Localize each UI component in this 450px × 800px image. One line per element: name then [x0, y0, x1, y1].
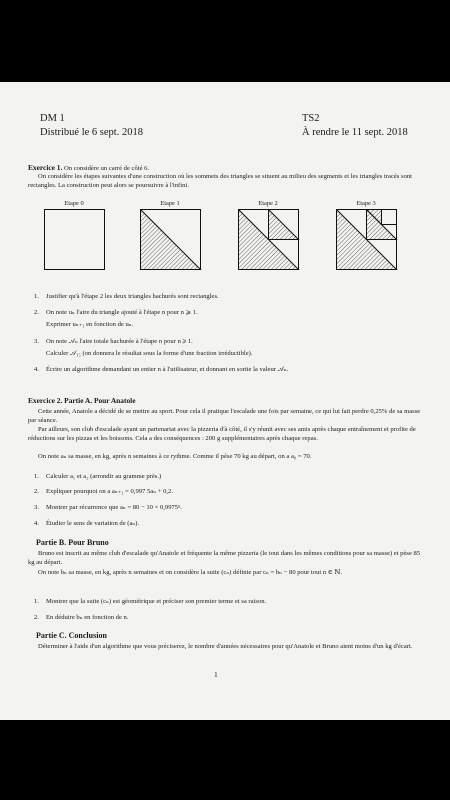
partB-q2	[34, 613, 129, 622]
partC-title: Partie C. Conclusion	[36, 631, 107, 640]
ex1-title: Exercice 1.	[28, 163, 63, 172]
ex1-q1-number: 1.	[34, 293, 39, 300]
ex1-q2	[34, 308, 198, 317]
partC-paragraph: Déterminer à l'aide d'un algorithme que vous préciserez, le nombre d'années nécessaires pour qu'Anatole et Bruno aient moins d'un kg d'écart.	[38, 643, 413, 650]
ex2-q4	[34, 519, 139, 528]
stage-1-figure	[140, 209, 202, 271]
partB-q2-number: 2.	[34, 614, 39, 621]
partB-paragraph-1: Bruno est inscrit au même club d'escalade qu'Anatole et fréquente la même pizzeria (le tout dans les mêmes conditions pour sa masse) et pèse 85 kg au départ.	[28, 550, 421, 567]
page-number: 1	[214, 670, 218, 679]
ex1-q1	[34, 292, 219, 301]
ex1-q4-text: Écrire un algorithme demandant un entier n à l'utilisateur, et donnant en sortie la valeur 𝒜ₙ.	[46, 366, 289, 373]
ex2-q1-number: 1.	[34, 473, 39, 480]
header-right-class: TS2	[302, 113, 320, 124]
ex1-q4	[34, 365, 288, 374]
stage-3-figure	[336, 209, 398, 271]
ex1-q3b-text: Calculer 𝒜₁₅ (on donnera le résultat sous la forme d'une fraction irréductible).	[46, 350, 253, 357]
stage-label-2: Etape 2	[258, 200, 278, 207]
ex2-q4-text: Étudier le sens de variation de (aₙ).	[46, 520, 140, 527]
ex2-q4-number: 4.	[34, 520, 39, 527]
stage-label-0: Etape 0	[64, 200, 84, 207]
ex1-lead: On considère un carré de côté 6.	[64, 165, 150, 172]
partB-q1-number: 1.	[34, 598, 39, 605]
ex2-q2-number: 2.	[34, 488, 39, 495]
ex1-q3	[34, 337, 193, 346]
partB-paragraph-2: On note bₙ sa masse, en kg, après n semaines et on considère la suite (cₙ) définie par cₙ = bₙ − 80 pour tout n ∈ ℕ.	[38, 569, 343, 576]
ex2-paragraph-2: Par ailleurs, son club d'escalade ayant un partenariat avec la pizzeria d'à côté, il s'y réunit avec ses amis après chaque entraînement et profite de réductions sur les pizzas et les boissons. Cela a des conséquences : 200 g supplémentaires après chaque repas.	[28, 426, 416, 443]
ex2-q3	[34, 503, 182, 512]
header-right-due: À rendre le 11 sept. 2018	[302, 127, 408, 138]
ex1-q4-number: 4.	[34, 366, 39, 373]
partB-q2-text: En déduire bₙ en fonction de n.	[46, 614, 129, 621]
ex2-paragraph-3: On note aₙ sa masse, en kg, après n semaines à ce rythme. Comme il pèse 70 kg au départ, on a a₀ = 70.	[38, 453, 312, 460]
stage-label-3: Etape 3	[356, 200, 376, 207]
partB-q1-text: Montrer que la suite (cₙ) est géométrique et préciser son premier terme et sa raison.	[46, 598, 267, 605]
ex2-q3-number: 3.	[34, 504, 39, 511]
ex2-q1-text: Calculer a₁ et a₂ (arrondir au gramme près.)	[46, 473, 162, 480]
stage-label-1: Etape 1	[160, 200, 180, 207]
ex1-q2b-text: Exprimer uₙ₊₁ en fonction de uₙ.	[46, 321, 134, 328]
ex2-q2	[34, 487, 173, 496]
ex2-q2-text: Expliquer pourquoi on a aₙ₊₁ = 0,997 5aₙ + 0,2.	[46, 488, 173, 495]
partB-title: Partie B. Pour Bruno	[36, 538, 109, 547]
ex2-paragraph-1: Cette année, Anatole a décidé de se mettre au sport. Pour cela il pratique l'escalade une fois par semaine, ce qui lui fait perdre 0,25% de sa masse par séance.	[28, 408, 421, 425]
ex2-q3-text: Montrer par récurrence que aₙ = 80 − 10 × 0,9975ⁿ.	[46, 504, 182, 511]
ex1-q2-number: 2.	[34, 309, 39, 316]
stage-0-figure	[44, 209, 106, 271]
header-left-title: DM 1	[40, 113, 65, 124]
document-page	[0, 82, 450, 720]
ex2-q1	[34, 472, 161, 481]
ex1-q2a-text: On note uₙ l'aire du triangle ajouté à l'étape n pour n ⩾ 1.	[46, 309, 198, 316]
stage-2-figure	[238, 209, 300, 271]
header-left-date: Distribué le 6 sept. 2018	[40, 127, 143, 138]
partB-q1	[34, 597, 266, 606]
ex1-paragraph: On considère les étapes suivantes d'une construction où les sommets des triangles se situent au milieu des segments et les triangles tracés sont rectangles. La construction peut alors se poursuivre à l'infini.	[28, 173, 413, 190]
ex1-q3a-text: On note 𝒜ₙ l'aire totale hachurée à l'étape n pour n ⩾ 1.	[46, 338, 193, 345]
ex2-title: Exercice 2. Partie A. Pour Anatole	[28, 396, 136, 405]
ex1-q3-number: 3.	[34, 338, 39, 345]
ex1-q1-text: Justifier qu'à l'étape 2 les deux triangles hachurés sont rectangles.	[46, 293, 219, 300]
